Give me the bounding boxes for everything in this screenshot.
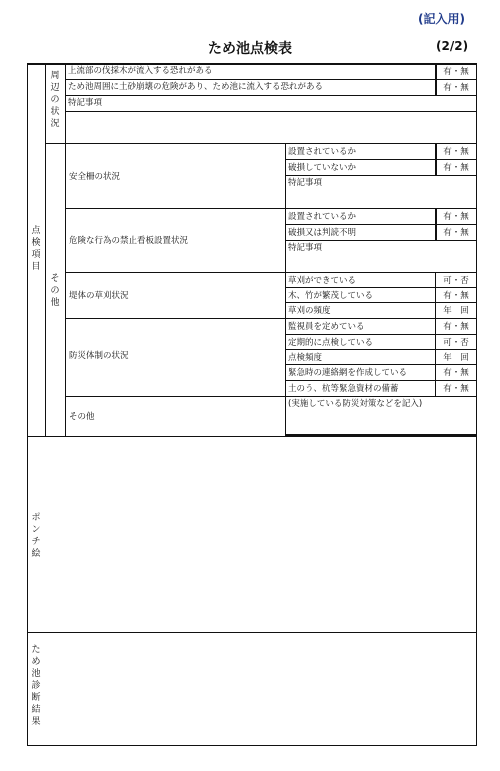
page-number: (2/2) — [436, 39, 469, 53]
page-title: ため池点検表 — [208, 41, 292, 57]
surroundings-notes: 特記事項 — [68, 98, 103, 108]
answer-choice[interactable]: 有・無 — [443, 212, 469, 222]
diagnosis-result-area[interactable] — [46, 633, 476, 744]
surroundings-label: 周辺の状況 — [50, 71, 60, 129]
check-item: 設置されているか — [288, 212, 357, 222]
notes-label: 特記事項 — [288, 178, 323, 188]
check-item: 定期的に点検している — [288, 338, 374, 348]
check-item: 設置されているか — [288, 147, 357, 157]
check-item: 緊急時の連絡網を作成している — [288, 368, 408, 378]
ponchi-label: ポンチ絵 — [31, 513, 41, 559]
check-item: 点検頻度 — [288, 353, 323, 363]
check-item: 破損又は判読不明 — [288, 228, 357, 238]
answer-choice[interactable]: 有・無 — [443, 291, 469, 301]
other-label: その他 — [69, 412, 95, 422]
answer-choice[interactable]: 有・無 — [443, 322, 469, 332]
check-item: 破損していないか — [288, 163, 357, 173]
check-item: 監視員を定めている — [288, 322, 365, 332]
answer-choice[interactable]: 可・否 — [443, 276, 469, 286]
check-item: 草刈の頻度 — [288, 306, 331, 316]
disaster-label: 防災体制の状況 — [69, 351, 129, 361]
answer-choice[interactable]: 有・無 — [443, 147, 469, 157]
diagnosis-label: ため池診断結果 — [31, 645, 41, 727]
other-note: (実施している防災対策などを記入) — [288, 399, 423, 409]
answer-choice[interactable]: 有・無 — [443, 83, 469, 93]
usage-tag: (記入用) — [418, 12, 465, 26]
signboard-label: 危険な行為の禁止看板設置状況 — [69, 236, 189, 246]
safety-fence-label: 安全柵の状況 — [69, 172, 121, 182]
answer-choice[interactable]: 可・否 — [443, 338, 469, 348]
notes-label: 特記事項 — [288, 243, 323, 253]
others-label: その他 — [50, 274, 60, 308]
ponchi-drawing-area[interactable] — [46, 437, 476, 631]
check-item: 草刈ができている — [288, 276, 357, 286]
answer-choice[interactable]: 有・無 — [443, 384, 469, 394]
surroundings-row-2: ため池周囲に土砂崩壊の危険があり、ため池に流入する恐れがある — [68, 82, 324, 92]
mowing-label: 堤体の草刈状況 — [69, 291, 129, 301]
answer-choice[interactable]: 有・無 — [443, 163, 469, 173]
frequency-field[interactable]: 年 回 — [443, 306, 469, 316]
check-item: 土のう、杭等緊急資材の備蓄 — [288, 384, 399, 394]
answer-choice[interactable]: 有・無 — [443, 368, 469, 378]
frequency-field[interactable]: 年 回 — [443, 353, 469, 363]
surroundings-row-1: 上流部の伐採木が流入する恐れがある — [68, 66, 213, 76]
check-item: 木、竹が繁茂している — [288, 291, 374, 301]
answer-choice[interactable]: 有・無 — [443, 67, 469, 77]
answer-choice[interactable]: 有・無 — [443, 228, 469, 238]
check-items-label: 点検項目 — [31, 226, 41, 272]
